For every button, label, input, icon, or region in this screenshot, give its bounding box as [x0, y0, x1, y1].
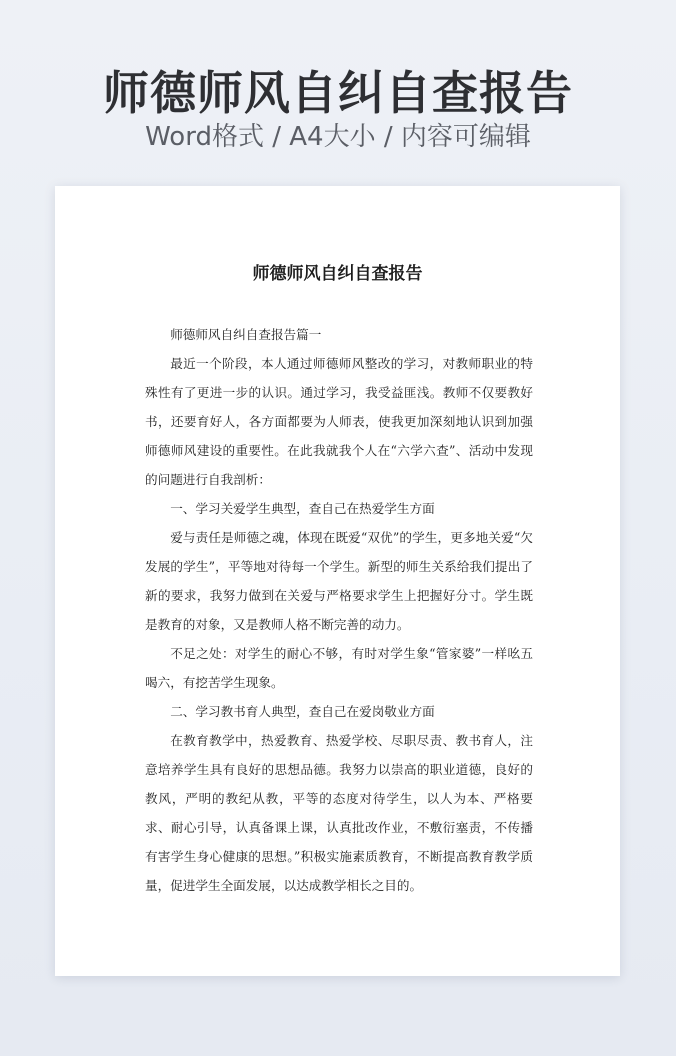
banner-title: 师德师风自纠自查报告	[103, 66, 573, 120]
document-page	[55, 186, 620, 976]
paragraph-heading-1: 一、学习关爱学生典型，查自己在热爱学生方面	[170, 501, 435, 516]
paragraph-shortcomings: 不足之处：对学生的耐心不够，有时对学生象“管家婆”一样吆五喝六，有挖苦学生现象。	[145, 646, 533, 690]
document-body	[145, 320, 533, 900]
document-title: 师德师风自纠自查报告	[252, 264, 423, 284]
paragraph-section-heading: 师德师风自纠自查报告篇一	[170, 327, 322, 342]
banner-subtitle: Word格式 / A4大小 / 内容可编辑	[145, 122, 531, 152]
paragraph-love-responsibility: 爱与责任是师德之魂，体现在既爱“双优”的学生，更多地关爱“欠发展的学生”，平等地对待每一个学生。新型的师生关系给我们提出了新的要求，我努力做到在关爱与严格要求学生上把握好分寸。学生既是教育的对象，又是教师人格不断完善的动力。	[145, 530, 533, 632]
paragraph-teaching: 在教育教学中，热爱教育、热爱学校、尽职尽责、教书育人，注意培养学生具有良好的思想品德。我努力以崇高的职业道德，良好的教风，严明的教纪从教，平等的态度对待学生，以人为本、严格要求、耐心引导，认真备课上课，认真批改作业，不敷衍塞责，不传播有害学生身心健康的思想。”积极实施素质教育，不断提高教育教学质量，促进学生全面发展，以达成教学相长之目的。	[145, 733, 533, 893]
paragraph-heading-2: 二、学习教书育人典型，查自己在爱岗敬业方面	[170, 704, 435, 719]
paragraph-intro: 最近一个阶段，本人通过师德师风整改的学习，对教师职业的特殊性有了更进一步的认识。通过学习，我受益匪浅。教师不仅要教好书，还要育好人，各方面都要为人师表，使我更加深刻地认识到加强师德师风建设的重要性。在此我就我个人在“六学六查”、活动中发现的问题进行自我剖析：	[145, 356, 533, 487]
